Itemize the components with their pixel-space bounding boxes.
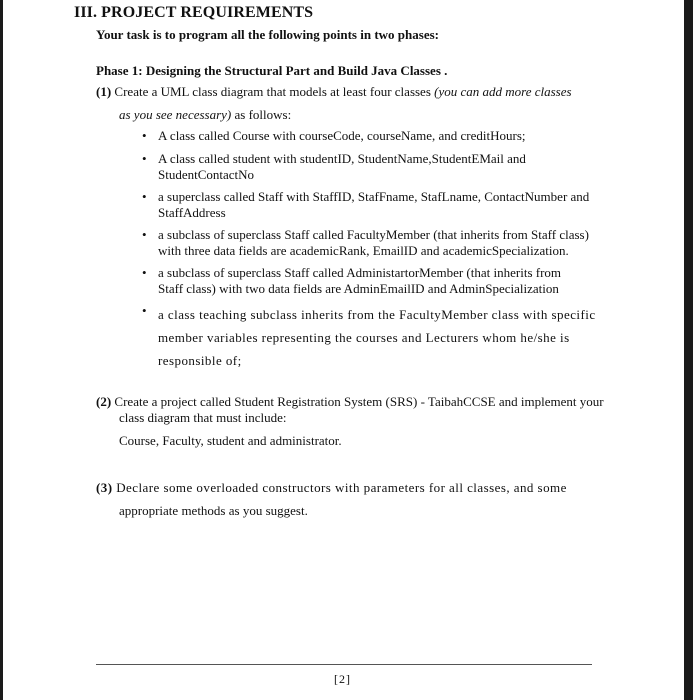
item-1-line-1 (96, 84, 572, 100)
bullet-1-marker: • (142, 128, 147, 143)
item-1-line-2 (119, 107, 291, 123)
task-instruction: Your task is to program all the following points in two phases: (96, 27, 439, 42)
item-1-italic-note: (you can add more classes (434, 84, 572, 99)
bullet-3-marker: • (142, 189, 147, 204)
item-1-number: (1) (96, 84, 112, 99)
bullet-6-marker: • (142, 303, 147, 318)
bullet-5 (158, 265, 561, 297)
page-number: [2] (334, 672, 351, 686)
item-2-line-2: class diagram that must include: (119, 410, 287, 425)
item-3-line-2: appropriate methods as you suggest. (119, 503, 308, 518)
bullet-1 (158, 128, 526, 144)
item-1-line-2-tail: as follows: (231, 107, 292, 122)
item-2-number: (2) (96, 394, 112, 409)
bullet-5-line-2: Staff class) with two data fields are AdminEmailID and AdminSpecialization (158, 281, 559, 296)
item-3-text: Declare some overloaded constructors with parameters for all classes, and some (112, 480, 567, 495)
bullet-4-marker: • (142, 227, 147, 242)
item-1-line-2-italic: as you see necessary) (119, 107, 232, 122)
bullet-2-line-2: StudentContactNo (158, 167, 255, 182)
left-frame-edge (0, 0, 3, 700)
footer-divider (96, 664, 592, 665)
bullet-5-marker: • (142, 265, 147, 280)
item-3-number: (3) (96, 480, 113, 495)
bullet-2-line-1: A class called student with studentID, StudentName,StudentEMail and (158, 151, 526, 166)
bullet-6-line-2: member variables representing the courses and Lecturers whom he/she is (158, 330, 570, 345)
item-3-line-1 (96, 480, 567, 496)
bullet-4 (158, 227, 589, 259)
bullet-2-marker: • (142, 151, 147, 166)
bullet-3-line-2: StaffAddress (158, 205, 226, 220)
phase-1-title: Phase 1: Designing the Structural Part and Build Java Classes . (96, 63, 448, 78)
bullet-5-line-1: a subclass of superclass Staff called AdministartorMember (that inherits from (158, 265, 562, 280)
bullet-6 (158, 303, 596, 372)
bullet-1-line-1: A class called Course with courseCode, courseName, and creditHours; (158, 128, 526, 143)
bullet-2 (158, 151, 526, 183)
bullet-3-line-1: a superclass called Staff with StaffID, StafFname, StafLname, ContactNumber and (158, 189, 590, 204)
bullet-6-line-3: responsible of; (158, 353, 242, 368)
bullet-3 (158, 189, 589, 221)
item-2-line-1 (96, 394, 604, 410)
item-2-line-3: Course, Faculty, student and administrator. (119, 433, 342, 448)
section-heading: III. PROJECT REQUIREMENTS (74, 4, 314, 21)
item-1-text: Create a UML class diagram that models at least four classes (111, 84, 435, 99)
right-frame-edge (684, 0, 693, 700)
bullet-4-line-2: with three data fields are academicRank, EmailID and academicSpecialization. (158, 243, 569, 258)
bullet-4-line-1: a subclass of superclass Staff called FacultyMember (that inherits from Staff class) (158, 227, 589, 242)
bullet-6-line-1: a class teaching subclass inherits from the FacultyMember class with specific (158, 307, 596, 322)
item-2-text: Create a project called Student Registration System (SRS) - TaibahCCSE and implement your (111, 394, 604, 409)
